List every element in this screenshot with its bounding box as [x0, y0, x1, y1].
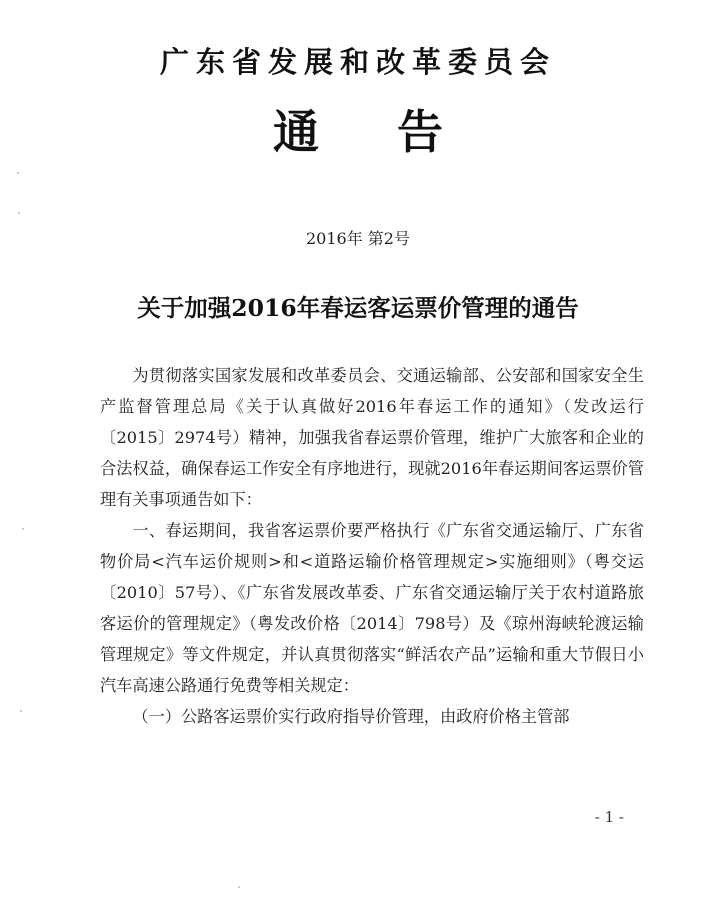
scan-speck: [17, 172, 19, 174]
scan-speck: [22, 528, 24, 530]
document-title: 关于加强2016年春运客运票价管理的通告: [137, 294, 579, 322]
document-type: 通告: [273, 105, 521, 159]
issuing-organization: 广东省发展和改革委员会: [159, 45, 556, 79]
page-number: - 1 -: [594, 808, 624, 826]
document-body: [100, 360, 644, 732]
document-number: 2016年 第2号: [306, 229, 410, 248]
scan-speck: [18, 212, 20, 214]
paragraph-section-1: 一、春运期间，我省客运票价要严格执行《广东省交通运输厅、广东省物价局<汽车运价规则>和<道路运输价格管理规定>实施细则》（粤交运〔2010〕57号）、《广东省发展改革委、广东省交通运输厅关于农村道路旅客运价的管理规定》（粤发改价格〔2014〕798号）及《琼州海峡轮渡运输管理规定》等文件规定，并认真贯彻落实“鲜活农产品”运输和重大节假日小汽车高速公路通行免费等相关规定：: [100, 521, 644, 695]
paragraph-intro: 为贯彻落实国家发展和改革委员会、交通运输部、公安部和国家安全生产监督管理总局《关于认真做好2016年春运工作的通知》（发改运行〔2015〕2974号）精神，加强我省春运票价管理，维护广大旅客和企业的合法权益，确保春运工作安全有序地进行，现就2016年春运期间客运票价管理有关事项通告如下：: [100, 366, 644, 509]
scan-speck: [238, 886, 240, 888]
paragraph-subsection-1: （一）公路客运票价实行政府指导价管理，由政府价格主管部: [132, 707, 570, 726]
scan-speck: [20, 710, 22, 712]
